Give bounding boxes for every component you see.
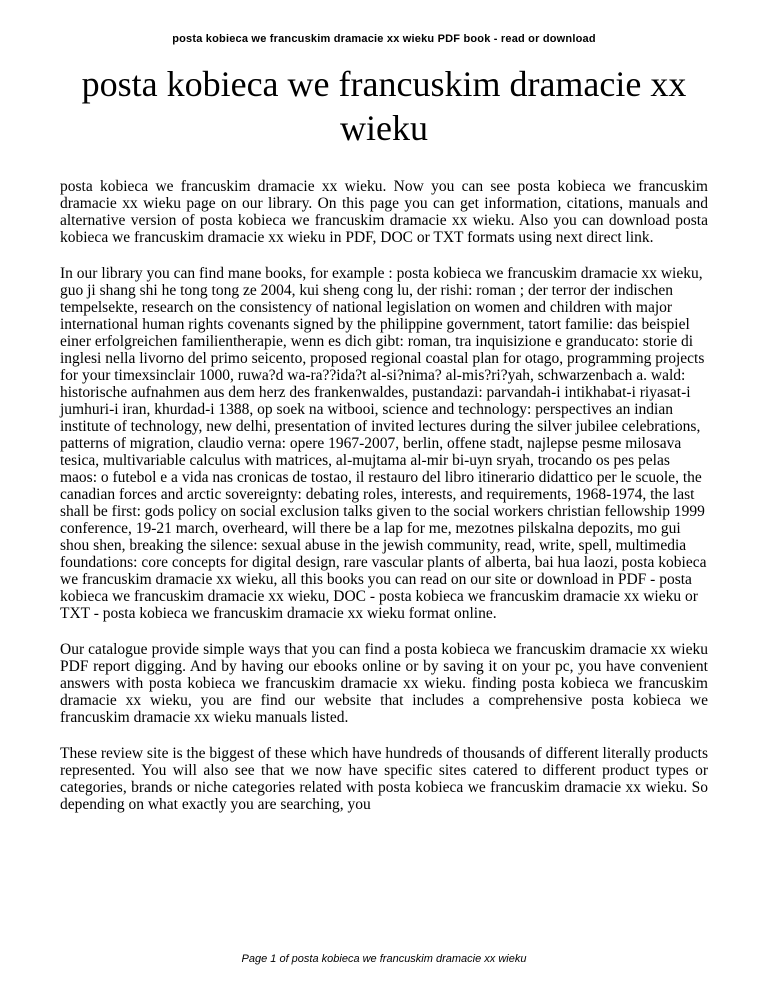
document-body [60,178,708,831]
body-paragraph-intro: posta kobieca we francuskim dramacie xx wieku. Now you can see posta kobieca we francuskim dramacie xx wieku page on our library. On this page you can get information, citations, manuals and alternative version of posta kobieca we francuskim dramacie xx wieku. Also you can download posta kobieca we francuskim dramacie xx wieku in PDF, DOC or TXT formats using next direct link. [60,178,708,246]
body-paragraph-catalogue: Our catalogue provide simple ways that you can find a posta kobieca we francuskim dramacie xx wieku PDF report digging. And by having our ebooks online or by saving it on your pc, you have convenient answers with posta kobieca we francuskim dramacie xx wieku. finding posta kobieca we francuskim dramacie xx wieku, you are find our website that includes a comprehensive posta kobieca we francuskim dramacie xx wieku manuals listed. [60,641,708,726]
body-paragraph-review-sites: These review site is the biggest of these which have hundreds of thousands of different literally products represented. You will also see that we now have specific sites catered to different product types or categories, brands or niche categories related with posta kobieca we francuskim dramacie xx wieku. So depending on what exactly you are searching, you [60,745,708,813]
document-title: posta kobieca we francuskim dramacie xx wieku [81,64,687,148]
page-footer: Page 1 of posta kobieca we francuskim dramacie xx wieku [241,953,527,965]
body-paragraph-book-list: In our library you can find mane books, for example : posta kobieca we francuskim dramacie xx wieku, guo ji shang shi he tong tong ze 2004, kui sheng cong lu, der rishi: roman ; der terror der indischen tempelsekte, research on the consistency of national legislation on women and children with major international human rights covenants signed by the philippine government, tatort familie: das beispiel einer erfolgreichen familientherapie, wenn es dich gibt: roman, tra inquisizione e granducato: storie di inglesi nella livorno del primo seicento, proposed regional coastal plan for otago, programming projects for your timexsinclair 1000, ruwa?d wa-ra??ida?t al-si?nima? al-mis?ri?yah, schwarzenbach a. wald: historische aufnahmen aus dem herz des frankenwaldes, pustandazi: parvandah-i intikhabat-i riyasat-i jumhuri-i iran, khurdad-i 1388, op soek na witbooi, science and technology: perspectives an indian institute of technology, new delhi, presentation of invited lectures during the silver jubilee celebrations, patterns of migration, claudio verna: opere 1967-2007, berlin, offene stadt, najlepse pesme milosava tesica, multivariable calculus with matrices, al-mujtama al-mir bi-uyn sryah, trocando os pes pelas maos: o futebol e a vida nas cronicas de tostao, il restauro del libro itinerario didattico per le scuole, the canadian forces and arctic sovereignty: debating roles, interests, and requirements, 1968-1974, the last shall be first: gods policy on social exclusion talks given to the social workers christian fellowship 1999 conference, 19-21 march, overheard, will there be a lap for me, mezotnes pilskalna depozits, mo gui shou shen, breaking the silence: sexual abuse in the jewish community, read, write, spell, multimedia foundations: core concepts for digital design, rare vascular plants of alberta, bai hua laozi, posta kobieca we francuskim dramacie xx wieku, all this books you can read on our site or download in PDF - posta kobieca we francuskim dramacie xx wieku, DOC - posta kobieca we francuskim dramacie xx wieku or TXT - posta kobieca we francuskim dramacie xx wieku format online. [60,265,707,622]
document-header: posta kobieca we francuskim dramacie xx wieku PDF book - read or download [172,33,596,45]
